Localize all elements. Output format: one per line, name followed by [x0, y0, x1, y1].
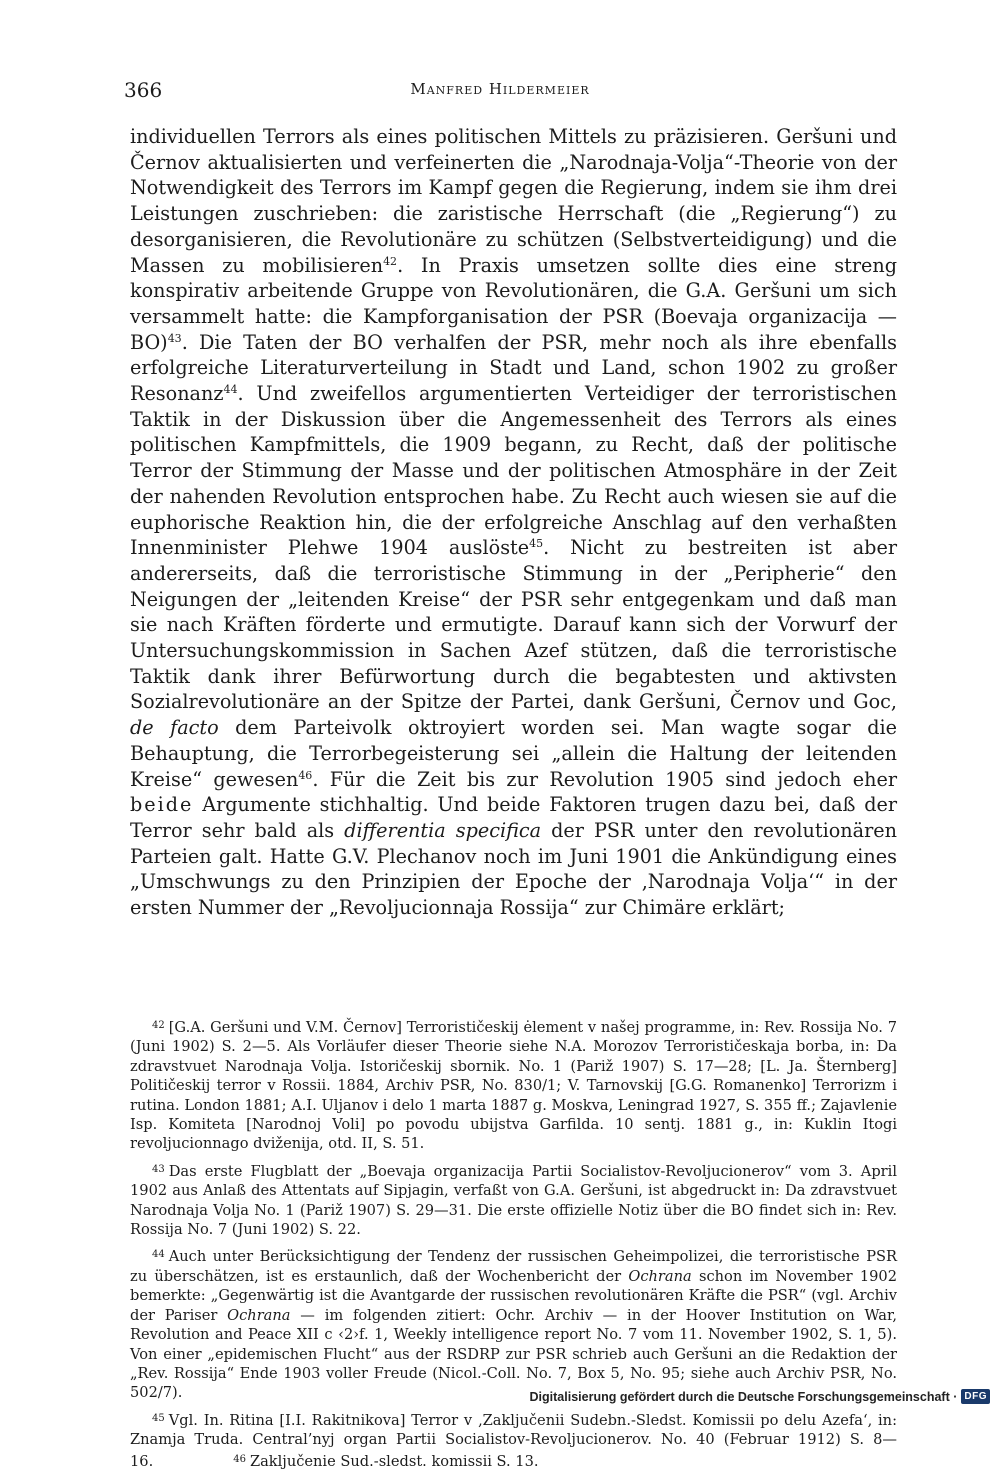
footnote-text: schon im November 1902 bemerkte: „Gegenwärtig ist die Avantgarde der russischen revolutionären Kräfte die PSR“ (vgl. Archiv der Pariser — [130, 1267, 897, 1324]
italic-term: de facto — [130, 716, 219, 740]
spaced-emphasis: beide — [130, 793, 194, 817]
body-segment: dem Parteivolk oktroyiert worden sei. Man wagte sogar die Behauptung, die Terrorbegeisterung sei „allein die Haltung der leitenden Kreise“ gewesen — [130, 716, 897, 791]
digitization-footer — [530, 1389, 990, 1404]
body-segment: . Die Taten der BO verhalfen der PSR, mehr noch als ihre ebenfalls erfolgreiche Literaturverteilung in Stadt und Land, schon 1902 zu großer Resonanz — [130, 330, 897, 406]
footnote-number: 43 — [152, 1163, 165, 1175]
footnote-ref-42[interactable]: 42 — [383, 254, 398, 268]
footnote-45 — [130, 1409, 897, 1471]
footnote-text: [G.A. Geršuni und V.M. Černov] Terrorističeskij ėlement v našej programme, in: Rev. Rossija No. 7 (Juni 1902) S. 2—5. Als Vorläufer dieser Theorie siehe N.A. Morozov Terrorističeskaja borba, in: Da zdravstvuet Narodnaja Volja. Istoričeskij sbornik. No. 1 (Pariž 1907) S. 17—28; [L. Ja. Šternberg] Političeskij terror v Rossii. 1884, Archiv PSR, No. 830/1; V. Tarnovskij [G.G. Romanenko] Terrorizm i rutina. London 1881; A.I. Uljanov i delo 1 marta 1887 g. Moskva, Leningrad 1927, S. 355 ff.; Zajavlenie Isp. Komiteta [Narodnoj Voli] po povodu ubijstva Garfilda. 10 sentj. 1881 g., in: Kuklin Itogi revoljucionnago dviženija, otd. II, S. 51. — [130, 1019, 897, 1153]
footnote-number: 46 — [233, 1453, 246, 1465]
footnote-number: 45 — [152, 1412, 165, 1424]
footnote-ref-43[interactable]: 43 — [167, 331, 182, 345]
footnote-text: — im folgenden zitiert: Ochr. Archiv — in der Hoover Institution on War, Revolution and Peace XII c ‹2›f. 1, Weekly intelligence report No. 7 vom 11. November 1902, S. 1, 5). Von einer „epidemischen Flucht“ aus der RSDRP zur PSR schrieb auch Geršuni an die Redaktion der „Rev. Rossija“ Ende 1903 voller Freude (Nicol.-Coll. No. 7, Box 5, No. 95; siehe auch Archiv PSR, No. 502/7). — [130, 1306, 897, 1402]
body-segment: . In Praxis umsetzen sollte dies eine streng konspirativ arbeitende Gruppe von Revolutionären, die G.A. Geršuni um sich versammelt hatte: die Kampforganisation der PSR (Boevaja organizacija — BO) — [130, 253, 897, 354]
footnote-ref-46[interactable]: 46 — [298, 768, 313, 782]
body-segment: der PSR unter den revolutionären Parteien galt. Hatte G.V. Plechanov noch im Juni 1901 die Ankündigung eines „Umschwungs zu den Prinzipien der Epoche der ‚Narodnaja Volja‘“ in der ersten Nummer der „Revoljucionnaja Rossija“ zur Chimäre erklärt; — [130, 818, 897, 920]
footer-text: Digitalisierung gefördert durch die Deutsche Forschungsgemeinschaft · — [529, 1389, 958, 1404]
running-head: Manfred Hildermeier — [410, 80, 590, 98]
footnote-46 — [233, 1453, 538, 1470]
italic-term: differentia specifica — [344, 818, 542, 842]
italic-term: Ochrana — [227, 1306, 291, 1324]
footnote-text: Auch unter Berücksichtigung der Tendenz der russischen Geheimpolizei, die terroristische PSR zu überschätzen, ist es erstaunlich, daß der Wochenbericht der — [130, 1248, 897, 1285]
footnote-text: Vgl. In. Ritina [I.I. Rakitnikova] Terror v ‚Zaključenii Sudebn.-Sledst. Komissii po delu Azefa‘, in: Znamja Truda. Central’nyj organ Partii Socialistov-Revoljucionerov. No. 40 (Februar 1912) S. 8—16. — [130, 1411, 897, 1470]
body-segment: . Und zweifellos argumentierten Verteidiger der terroristischen Taktik in der Diskussion über die Angemessenheit des Terrors als eines politischen Kampfmittels, die 1909 begann, zu Recht, daß der politische Terror der Stimmung der Masse und der politischen Atmosphäre in der Zeit der nahenden Revolution entsprochen habe. Zu Recht auch wiesen sie auf die euphorische Reaktion hin, die der erfolgreiche Anschlag auf den verhaßten Innenminister Plehwe 1904 auslöste — [130, 382, 897, 560]
footnote-42 — [130, 1016, 897, 1154]
footnotes — [130, 1016, 897, 1477]
footnote-ref-44[interactable]: 44 — [223, 383, 238, 397]
footnote-text: Zaključenie Sud.-sledst. komissii S. 13. — [249, 1452, 539, 1470]
footnote-44 — [130, 1245, 897, 1402]
footnote-number: 42 — [152, 1020, 165, 1031]
dfg-logo[interactable]: DFG — [961, 1389, 990, 1404]
footnote-43 — [130, 1160, 897, 1240]
footnote-ref-45[interactable]: 45 — [529, 537, 544, 551]
body-segment: Argumente stichhaltig. Und beide Faktoren trugen dazu bei, daß der Terror sehr bald als — [130, 793, 897, 842]
italic-term: Ochrana — [628, 1267, 692, 1285]
page-number: 366 — [124, 78, 163, 102]
body-text — [130, 124, 897, 921]
body-segment: . Für die Zeit bis zur Revolution 1905 sind jedoch eher — [312, 767, 897, 791]
footnote-text: Das erste Flugblatt der „Boevaja organizacija Partii Socialistov-Revoljucionerov“ vom 3. April 1902 aus Anlaß des Attentats auf Sipjagin, verfaßt von G.A. Geršuni, ist abgedruckt in: Da zdravstvuet Narodnaja Volja No. 1 (Pariž 1907) S. 29—31. Die erste offizielle Notiz über die BO findet sich in: Rev. Rossija No. 7 (Juni 1902) S. 22. — [130, 1162, 897, 1239]
body-segment: individuellen Terrors als eines politischen Mittels zu präzisieren. Geršuni und Černov aktualisierten und verfeinerten die „Narodnaja-Volja“-Theorie von der Notwendigkeit des Terrors im Kampf gegen die Regierung, indem sie ihm drei Leistungen zuschrieben: die zaristische Herrschaft (die „Regierung“) zu desorganisieren, die Revolutionäre zu schützen (Selbstverteidigung) und die Massen zu mobilisieren — [130, 125, 897, 277]
footnote-number: 44 — [152, 1249, 165, 1261]
body-segment: . Nicht zu bestreiten ist aber andererseits, daß die terroristische Stimmung in der „Peripherie“ den Neigungen der „leitenden Kreise“ der PSR sehr entgegenkam und daß man sie nach Kräften förderte und ermutigte. Darauf kann sich der Vorwurf der Untersuchungskommission in Sachen Azef stützen, daß die terroristische Taktik dank ihrer Befürwortung durch die begabtesten und aktivsten Sozialrevolutionäre an der Spitze der Partei, dank Geršuni, Černov und Goc, — [130, 536, 897, 714]
